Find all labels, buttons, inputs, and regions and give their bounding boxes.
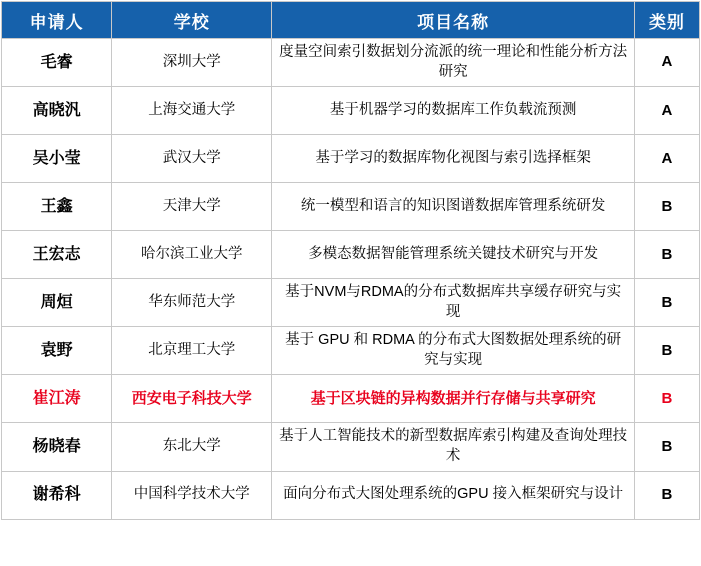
cell-project: 基于区块链的异构数据并行存储与共享研究 xyxy=(272,375,635,423)
table-row xyxy=(2,39,700,87)
table-row xyxy=(2,183,700,231)
cell-applicant: 周烜 xyxy=(2,279,112,327)
cell-category: A xyxy=(634,135,699,183)
cell-school: 上海交通大学 xyxy=(112,87,272,135)
applicants-table-container xyxy=(0,1,701,566)
cell-applicant: 王鑫 xyxy=(2,183,112,231)
cell-category: A xyxy=(634,87,699,135)
cell-school: 东北大学 xyxy=(112,423,272,471)
cell-applicant: 杨晓春 xyxy=(2,423,112,471)
table-body xyxy=(2,39,700,520)
cell-project: 基于人工智能技术的新型数据库索引构建及查询处理技术 xyxy=(272,423,635,471)
table-row-highlighted xyxy=(2,375,700,423)
column-header-project-name: 项目名称 xyxy=(272,2,635,39)
cell-school: 哈尔滨工业大学 xyxy=(112,231,272,279)
table-header xyxy=(2,2,700,39)
cell-applicant: 袁野 xyxy=(2,327,112,375)
cell-school: 北京理工大学 xyxy=(112,327,272,375)
cell-category: B xyxy=(634,471,699,519)
table-row xyxy=(2,279,700,327)
cell-applicant: 高晓汎 xyxy=(2,87,112,135)
cell-school: 深圳大学 xyxy=(112,39,272,87)
cell-project: 度量空间索引数据划分流派的统一理论和性能分析方法研究 xyxy=(272,39,635,87)
applicants-table xyxy=(1,1,700,520)
column-header-category: 类别 xyxy=(634,2,699,39)
table-row xyxy=(2,135,700,183)
cell-project: 多模态数据智能管理系统关键技术研究与开发 xyxy=(272,231,635,279)
cell-category: B xyxy=(634,327,699,375)
cell-category: B xyxy=(634,423,699,471)
cell-category: B xyxy=(634,183,699,231)
table-row xyxy=(2,327,700,375)
cell-project: 面向分布式大图处理系统的GPU 接入框架研究与设计 xyxy=(272,471,635,519)
cell-school: 天津大学 xyxy=(112,183,272,231)
table-row xyxy=(2,87,700,135)
cell-category: A xyxy=(634,39,699,87)
cell-school: 武汉大学 xyxy=(112,135,272,183)
column-header-school: 学校 xyxy=(112,2,272,39)
cell-applicant: 吴小莹 xyxy=(2,135,112,183)
cell-school: 中国科学技术大学 xyxy=(112,471,272,519)
table-row xyxy=(2,231,700,279)
cell-applicant: 谢希科 xyxy=(2,471,112,519)
cell-school: 华东师范大学 xyxy=(112,279,272,327)
cell-category: B xyxy=(634,231,699,279)
table-row xyxy=(2,471,700,519)
table-row xyxy=(2,423,700,471)
cell-school: 西安电子科技大学 xyxy=(112,375,272,423)
cell-applicant: 崔江涛 xyxy=(2,375,112,423)
cell-applicant: 王宏志 xyxy=(2,231,112,279)
cell-project: 基于机器学习的数据库工作负载流预测 xyxy=(272,87,635,135)
cell-project: 基于学习的数据库物化视图与索引选择框架 xyxy=(272,135,635,183)
cell-project: 基于NVM与RDMA的分布式数据库共享缓存研究与实现 xyxy=(272,279,635,327)
cell-category: B xyxy=(634,279,699,327)
column-header-applicant: 申请人 xyxy=(2,2,112,39)
cell-project: 基于 GPU 和 RDMA 的分布式大图数据处理系统的研究与实现 xyxy=(272,327,635,375)
cell-applicant: 毛睿 xyxy=(2,39,112,87)
header-row xyxy=(2,2,700,39)
cell-category: B xyxy=(634,375,699,423)
cell-project: 统一模型和语言的知识图谱数据库管理系统研发 xyxy=(272,183,635,231)
